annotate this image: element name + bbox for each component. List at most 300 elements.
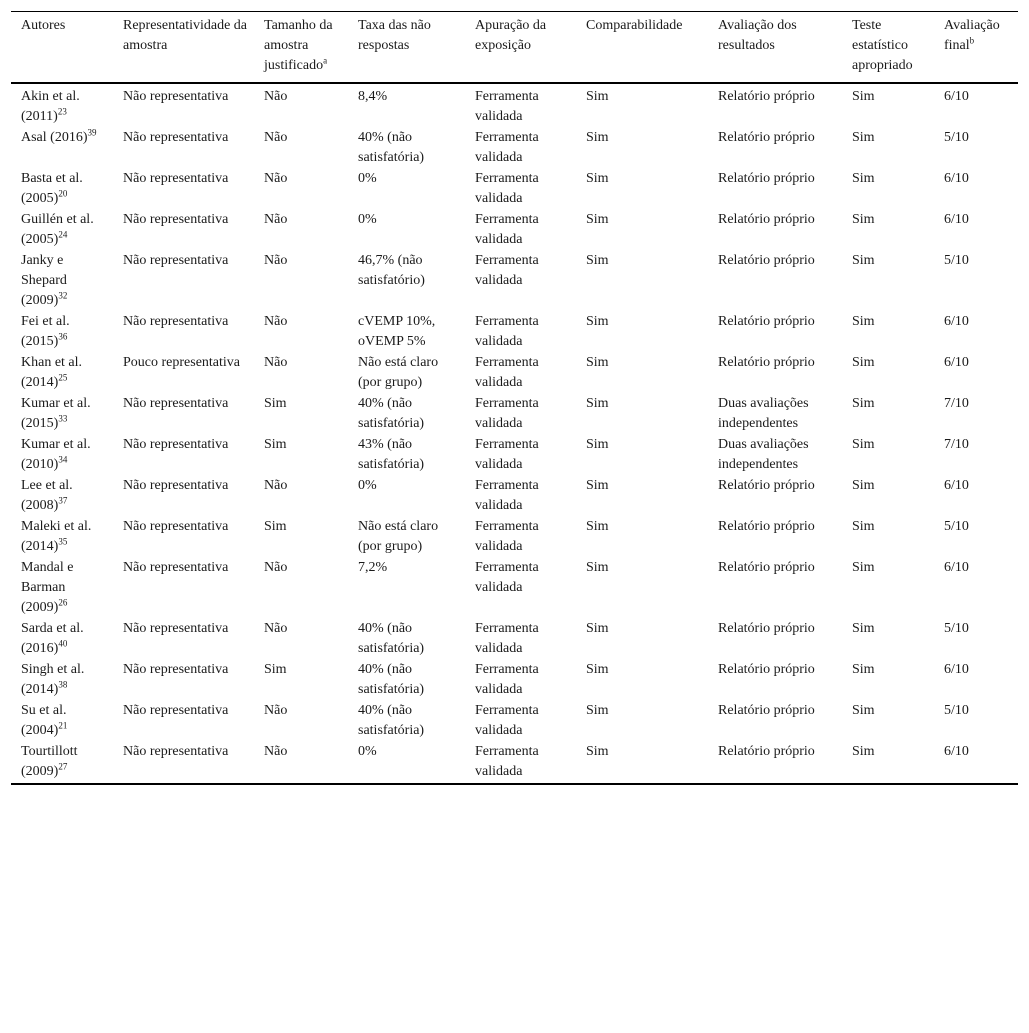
statistical-test-cell (842, 353, 934, 394)
statistical-test-cell (842, 558, 934, 619)
comparability-cell (576, 353, 708, 394)
reference-number: 32 (58, 290, 68, 301)
outcome-cell (708, 476, 842, 517)
statistical-test-cell-text: Sim (852, 478, 875, 493)
author-cell (11, 619, 113, 660)
sample-size-cell-text: Não (264, 621, 288, 636)
response-rate-cell-text: 0% (358, 478, 377, 493)
statistical-test-cell (842, 660, 934, 701)
response-rate-cell (348, 394, 465, 435)
response-rate-cell (348, 251, 465, 312)
representativeness-cell-text: Não representativa (123, 130, 229, 145)
statistical-test-cell-text: Sim (852, 621, 875, 636)
outcome-cell (708, 517, 842, 558)
sample-size-cell (254, 353, 348, 394)
representativeness-cell-text: Pouco representativa (123, 355, 241, 370)
column-header-exposure-ascertainment (465, 12, 576, 84)
sample-size-cell (254, 169, 348, 210)
author-cell-text: Singh et al. (2014) (21, 662, 85, 697)
final-score-cell-text: 7/10 (944, 437, 969, 452)
author-cell-text: Sarda et al. (2016) (21, 621, 84, 656)
representativeness-cell-text: Não representativa (123, 437, 229, 452)
header-row (11, 12, 1018, 84)
response-rate-cell (348, 742, 465, 784)
representativeness-cell-text: Não representativa (123, 89, 229, 104)
author-cell (11, 83, 113, 128)
representativeness-cell (113, 660, 254, 701)
exposure-cell (465, 558, 576, 619)
outcome-cell (708, 210, 842, 251)
exposure-cell-text: Ferramenta validada (475, 355, 539, 390)
exposure-cell-text: Ferramenta validada (475, 253, 539, 288)
statistical-test-cell-text: Sim (852, 396, 875, 411)
response-rate-cell-text: 43% (não satisfatória) (358, 437, 425, 472)
comparability-cell (576, 312, 708, 353)
table-body (11, 83, 1018, 784)
response-rate-cell-text: 40% (não satisfatória) (358, 662, 425, 697)
statistical-test-cell-text: Sim (852, 212, 875, 227)
author-cell (11, 660, 113, 701)
outcome-cell-text: Duas avaliações independentes (718, 396, 809, 431)
exposure-cell-text: Ferramenta validada (475, 130, 539, 165)
exposure-cell-text: Ferramenta validada (475, 396, 539, 431)
comparability-cell-text: Sim (586, 703, 609, 718)
reference-number: 33 (58, 413, 68, 424)
author-cell-text: Akin et al. (2011) (21, 89, 80, 124)
representativeness-cell (113, 558, 254, 619)
final-score-cell (934, 435, 1018, 476)
exposure-cell-text: Ferramenta validada (475, 703, 539, 738)
quality-assessment-table (11, 11, 1018, 785)
statistical-test-cell-text: Sim (852, 171, 875, 186)
exposure-cell-text: Ferramenta validada (475, 171, 539, 206)
column-header-label: Taxa das não respostas (358, 18, 431, 53)
final-score-cell (934, 476, 1018, 517)
reference-number: 26 (58, 597, 68, 608)
representativeness-cell-text: Não representativa (123, 171, 229, 186)
final-score-cell (934, 517, 1018, 558)
sample-size-cell-text: Não (264, 560, 288, 575)
table-row (11, 517, 1018, 558)
statistical-test-cell (842, 435, 934, 476)
final-score-cell-text: 6/10 (944, 744, 969, 759)
final-score-cell-text: 6/10 (944, 314, 969, 329)
final-score-cell-text: 5/10 (944, 253, 969, 268)
reference-number: 38 (58, 679, 68, 690)
outcome-cell-text: Relatório próprio (718, 171, 815, 186)
table-row (11, 353, 1018, 394)
representativeness-cell-text: Não representativa (123, 314, 229, 329)
author-cell (11, 394, 113, 435)
author-cell-text: Guillén et al. (2005) (21, 212, 94, 247)
response-rate-cell-text: 46,7% (não satisfatório) (358, 253, 425, 288)
sample-size-cell (254, 210, 348, 251)
footnote-marker: a (323, 55, 328, 66)
table-row (11, 210, 1018, 251)
sample-size-cell (254, 476, 348, 517)
sample-size-cell (254, 394, 348, 435)
table-row (11, 251, 1018, 312)
author-cell (11, 210, 113, 251)
outcome-cell (708, 660, 842, 701)
sample-size-cell-text: Sim (264, 437, 287, 452)
final-score-cell (934, 742, 1018, 784)
final-score-cell-text: 7/10 (944, 396, 969, 411)
statistical-test-cell (842, 169, 934, 210)
exposure-cell-text: Ferramenta validada (475, 437, 539, 472)
author-cell (11, 251, 113, 312)
representativeness-cell-text: Não representativa (123, 396, 229, 411)
comparability-cell-text: Sim (586, 662, 609, 677)
representativeness-cell-text: Não representativa (123, 662, 229, 677)
response-rate-cell-text: Não está claro (por grupo) (358, 355, 439, 390)
exposure-cell (465, 660, 576, 701)
author-cell-text: Lee et al. (2008) (21, 478, 73, 513)
outcome-cell (708, 251, 842, 312)
comparability-cell-text: Sim (586, 212, 609, 227)
author-cell-text: Asal (2016) (21, 130, 88, 145)
representativeness-cell (113, 128, 254, 169)
exposure-cell (465, 701, 576, 742)
column-header-final-score (934, 12, 1018, 84)
outcome-cell (708, 701, 842, 742)
column-header-label: Avaliação final (944, 18, 1000, 53)
reference-number: 35 (58, 536, 68, 547)
comparability-cell-text: Sim (586, 437, 609, 452)
final-score-cell-text: 5/10 (944, 621, 969, 636)
statistical-test-cell (842, 619, 934, 660)
sample-size-cell (254, 251, 348, 312)
representativeness-cell-text: Não representativa (123, 253, 229, 268)
table-row (11, 169, 1018, 210)
author-cell (11, 558, 113, 619)
table-row (11, 660, 1018, 701)
representativeness-cell-text: Não representativa (123, 621, 229, 636)
representativeness-cell (113, 394, 254, 435)
comparability-cell (576, 83, 708, 128)
response-rate-cell-text: 40% (não satisfatória) (358, 621, 425, 656)
table-row (11, 558, 1018, 619)
exposure-cell (465, 353, 576, 394)
response-rate-cell (348, 660, 465, 701)
sample-size-cell (254, 558, 348, 619)
column-header-label: Avaliação dos resultados (718, 18, 797, 53)
column-header-authors (11, 12, 113, 84)
representativeness-cell-text: Não representativa (123, 703, 229, 718)
author-cell-text: Su et al. (2004) (21, 703, 67, 738)
author-cell-text: Kumar et al. (2015) (21, 396, 91, 431)
final-score-cell (934, 312, 1018, 353)
reference-number: 34 (58, 454, 68, 465)
representativeness-cell (113, 312, 254, 353)
sample-size-cell (254, 435, 348, 476)
statistical-test-cell (842, 210, 934, 251)
outcome-cell-text: Relatório próprio (718, 130, 815, 145)
sample-size-cell (254, 742, 348, 784)
final-score-cell-text: 5/10 (944, 703, 969, 718)
author-cell-text: Tourtillott (2009) (21, 744, 78, 779)
final-score-cell (934, 619, 1018, 660)
final-score-cell-text: 6/10 (944, 478, 969, 493)
final-score-cell (934, 660, 1018, 701)
sample-size-cell-text: Sim (264, 662, 287, 677)
sample-size-cell-text: Não (264, 744, 288, 759)
comparability-cell-text: Sim (586, 744, 609, 759)
comparability-cell-text: Sim (586, 621, 609, 636)
author-cell-text: Maleki et al. (2014) (21, 519, 92, 554)
final-score-cell-text: 6/10 (944, 662, 969, 677)
final-score-cell (934, 353, 1018, 394)
outcome-cell-text: Relatório próprio (718, 519, 815, 534)
reference-number: 21 (58, 720, 68, 731)
response-rate-cell-text: 0% (358, 212, 377, 227)
outcome-cell (708, 394, 842, 435)
statistical-test-cell (842, 517, 934, 558)
final-score-cell-text: 5/10 (944, 130, 969, 145)
representativeness-cell (113, 742, 254, 784)
final-score-cell (934, 83, 1018, 128)
column-header-label: Representatividade da amostra (123, 18, 248, 53)
comparability-cell-text: Sim (586, 355, 609, 370)
comparability-cell-text: Sim (586, 89, 609, 104)
comparability-cell (576, 517, 708, 558)
table-row (11, 83, 1018, 128)
comparability-cell (576, 128, 708, 169)
exposure-cell-text: Ferramenta validada (475, 744, 539, 779)
response-rate-cell-text: 7,2% (358, 560, 388, 575)
outcome-cell (708, 83, 842, 128)
final-score-cell-text: 6/10 (944, 355, 969, 370)
statistical-test-cell (842, 312, 934, 353)
outcome-cell (708, 435, 842, 476)
outcome-cell-text: Relatório próprio (718, 560, 815, 575)
comparability-cell-text: Sim (586, 171, 609, 186)
final-score-cell (934, 210, 1018, 251)
representativeness-cell-text: Não representativa (123, 212, 229, 227)
comparability-cell-text: Sim (586, 478, 609, 493)
table-row (11, 394, 1018, 435)
exposure-cell (465, 128, 576, 169)
response-rate-cell-text: 0% (358, 171, 377, 186)
sample-size-cell-text: Não (264, 703, 288, 718)
comparability-cell (576, 558, 708, 619)
author-cell (11, 476, 113, 517)
representativeness-cell (113, 83, 254, 128)
outcome-cell (708, 619, 842, 660)
comparability-cell (576, 660, 708, 701)
statistical-test-cell-text: Sim (852, 355, 875, 370)
column-header-statistical-test (842, 12, 934, 84)
response-rate-cell (348, 312, 465, 353)
reference-number: 36 (58, 331, 68, 342)
exposure-cell-text: Ferramenta validada (475, 621, 539, 656)
comparability-cell (576, 394, 708, 435)
author-cell-text: Basta et al. (2005) (21, 171, 83, 206)
response-rate-cell-text: 8,4% (358, 89, 388, 104)
exposure-cell (465, 251, 576, 312)
final-score-cell (934, 394, 1018, 435)
statistical-test-cell-text: Sim (852, 560, 875, 575)
column-header-label: Autores (21, 18, 66, 33)
reference-number: 25 (58, 372, 68, 383)
comparability-cell (576, 251, 708, 312)
column-header-comparability (576, 12, 708, 84)
exposure-cell (465, 210, 576, 251)
statistical-test-cell-text: Sim (852, 703, 875, 718)
response-rate-cell (348, 701, 465, 742)
comparability-cell-text: Sim (586, 519, 609, 534)
response-rate-cell-text: 40% (não satisfatória) (358, 130, 425, 165)
comparability-cell (576, 701, 708, 742)
outcome-cell-text: Relatório próprio (718, 703, 815, 718)
outcome-cell-text: Relatório próprio (718, 355, 815, 370)
outcome-cell-text: Relatório próprio (718, 662, 815, 677)
exposure-cell (465, 476, 576, 517)
column-header-label: Comparabilidade (586, 18, 683, 33)
response-rate-cell (348, 619, 465, 660)
sample-size-cell-text: Não (264, 171, 288, 186)
outcome-cell-text: Relatório próprio (718, 89, 815, 104)
author-cell-text: Khan et al. (2014) (21, 355, 83, 390)
response-rate-cell (348, 169, 465, 210)
statistical-test-cell (842, 251, 934, 312)
outcome-cell (708, 312, 842, 353)
representativeness-cell (113, 251, 254, 312)
statistical-test-cell-text: Sim (852, 314, 875, 329)
comparability-cell (576, 210, 708, 251)
statistical-test-cell-text: Sim (852, 437, 875, 452)
sample-size-cell-text: Sim (264, 396, 287, 411)
representativeness-cell (113, 435, 254, 476)
table-row (11, 619, 1018, 660)
comparability-cell (576, 742, 708, 784)
statistical-test-cell-text: Sim (852, 89, 875, 104)
final-score-cell-text: 6/10 (944, 560, 969, 575)
reference-number: 23 (57, 106, 67, 117)
final-score-cell-text: 5/10 (944, 519, 969, 534)
table-row (11, 312, 1018, 353)
comparability-cell-text: Sim (586, 253, 609, 268)
column-header-sample-size-justified (254, 12, 348, 84)
statistical-test-cell-text: Sim (852, 519, 875, 534)
exposure-cell-text: Ferramenta validada (475, 212, 539, 247)
sample-size-cell (254, 83, 348, 128)
outcome-cell-text: Relatório próprio (718, 744, 815, 759)
sample-size-cell (254, 128, 348, 169)
column-header-outcome-assessment (708, 12, 842, 84)
outcome-cell-text: Relatório próprio (718, 253, 815, 268)
sample-size-cell-text: Não (264, 314, 288, 329)
response-rate-cell (348, 517, 465, 558)
final-score-cell (934, 558, 1018, 619)
sample-size-cell-text: Sim (264, 519, 287, 534)
author-cell-text: Janky e Shepard (2009) (21, 253, 67, 308)
response-rate-cell (348, 476, 465, 517)
exposure-cell-text: Ferramenta validada (475, 89, 539, 124)
statistical-test-cell (842, 394, 934, 435)
response-rate-cell-text: 40% (não satisfatória) (358, 703, 425, 738)
reference-number: 24 (58, 229, 68, 240)
sample-size-cell (254, 619, 348, 660)
comparability-cell-text: Sim (586, 560, 609, 575)
exposure-cell (465, 312, 576, 353)
outcome-cell (708, 558, 842, 619)
final-score-cell (934, 251, 1018, 312)
representativeness-cell (113, 169, 254, 210)
sample-size-cell (254, 660, 348, 701)
representativeness-cell (113, 353, 254, 394)
outcome-cell-text: Relatório próprio (718, 314, 815, 329)
response-rate-cell-text: 40% (não satisfatória) (358, 396, 425, 431)
exposure-cell (465, 619, 576, 660)
exposure-cell (465, 517, 576, 558)
exposure-cell (465, 169, 576, 210)
author-cell (11, 353, 113, 394)
exposure-cell (465, 435, 576, 476)
response-rate-cell-text: Não está claro (por grupo) (358, 519, 439, 554)
outcome-cell (708, 169, 842, 210)
outcome-cell (708, 353, 842, 394)
author-cell (11, 128, 113, 169)
representativeness-cell (113, 210, 254, 251)
representativeness-cell-text: Não representativa (123, 478, 229, 493)
author-cell (11, 517, 113, 558)
table-row (11, 701, 1018, 742)
exposure-cell-text: Ferramenta validada (475, 560, 539, 595)
reference-number: 39 (87, 127, 97, 138)
comparability-cell-text: Sim (586, 314, 609, 329)
representativeness-cell-text: Não representativa (123, 744, 229, 759)
exposure-cell-text: Ferramenta validada (475, 519, 539, 554)
response-rate-cell (348, 558, 465, 619)
representativeness-cell (113, 619, 254, 660)
representativeness-cell (113, 701, 254, 742)
response-rate-cell (348, 210, 465, 251)
exposure-cell (465, 394, 576, 435)
comparability-cell (576, 619, 708, 660)
reference-number: 40 (58, 638, 68, 649)
table-row (11, 742, 1018, 784)
sample-size-cell-text: Não (264, 89, 288, 104)
comparability-cell-text: Sim (586, 130, 609, 145)
author-cell (11, 701, 113, 742)
statistical-test-cell-text: Sim (852, 253, 875, 268)
final-score-cell (934, 169, 1018, 210)
column-header-label: Apuração da exposição (475, 18, 547, 53)
column-header-sample-representativeness (113, 12, 254, 84)
exposure-cell (465, 742, 576, 784)
statistical-test-cell (842, 128, 934, 169)
author-cell-text: Mandal e Barman (2009) (21, 560, 74, 615)
exposure-cell-text: Ferramenta validada (475, 314, 539, 349)
column-header-label: Teste estatístico apropriado (852, 18, 913, 73)
exposure-cell (465, 83, 576, 128)
exposure-cell-text: Ferramenta validada (475, 478, 539, 513)
representativeness-cell (113, 517, 254, 558)
outcome-cell (708, 742, 842, 784)
comparability-cell (576, 169, 708, 210)
sample-size-cell-text: Não (264, 478, 288, 493)
author-cell-text: Fei et al. (2015) (21, 314, 70, 349)
outcome-cell (708, 128, 842, 169)
statistical-test-cell (842, 83, 934, 128)
statistical-test-cell (842, 476, 934, 517)
reference-number: 37 (58, 495, 68, 506)
final-score-cell-text: 6/10 (944, 171, 969, 186)
sample-size-cell-text: Não (264, 130, 288, 145)
sample-size-cell (254, 312, 348, 353)
statistical-test-cell-text: Sim (852, 662, 875, 677)
